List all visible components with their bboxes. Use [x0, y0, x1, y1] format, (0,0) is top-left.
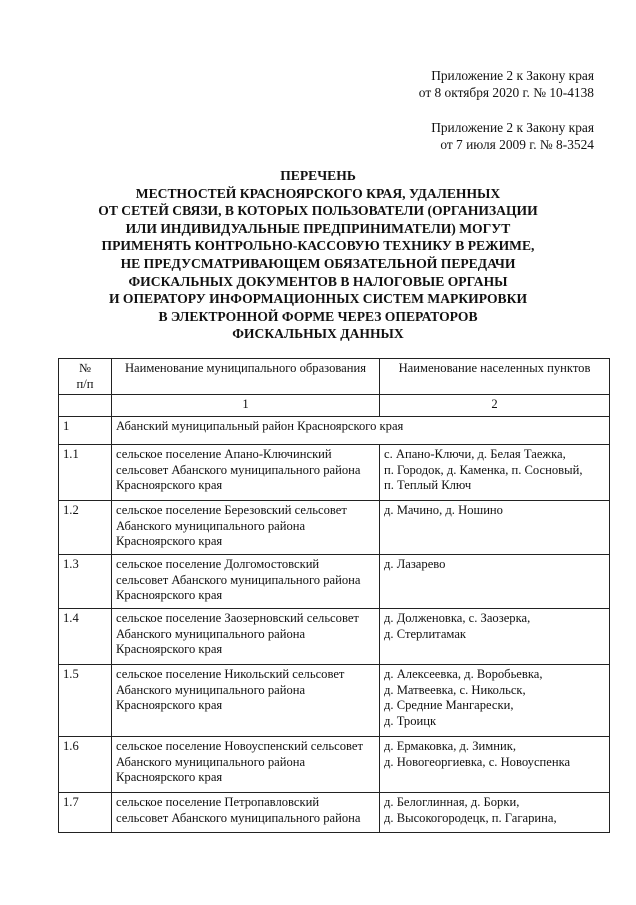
- municipality-line: сельское поселение Никольский сельсовет: [116, 667, 345, 681]
- municipality-line: Красноярского края: [116, 534, 223, 548]
- row-number: 1.2: [59, 501, 112, 555]
- title-line: НЕ ПРЕДУСМАТРИВАЮЩЕМ ОБЯЗАТЕЛЬНОЙ ПЕРЕДАЧИ: [120, 255, 516, 271]
- municipality-line: Красноярского края: [116, 478, 223, 492]
- municipality-line: Красноярского края: [116, 698, 223, 712]
- municipality-line: сельское поселение Апано-Ключинский: [116, 447, 332, 461]
- localities-table: [58, 358, 610, 833]
- municipality-line: Абанского муниципального района: [116, 682, 306, 697]
- header-municipality: Наименование муниципального образования: [112, 359, 380, 395]
- title-line: ПЕРЕЧЕНЬ: [280, 168, 356, 183]
- document-title: [40, 167, 596, 343]
- municipality-line: сельское поселение Заозерновский сельсовет: [116, 611, 359, 625]
- municipality-cell: [112, 555, 380, 609]
- header-settlements: Наименование населенных пунктов: [380, 359, 610, 395]
- settlements-line: д. Белоглинная, д. Борки,: [384, 795, 520, 809]
- settlements-line: д. Матвеевка, с. Никольск,: [384, 682, 526, 697]
- settlements-line: д. Средние Мангарески,: [384, 698, 514, 712]
- row-number: 1.1: [59, 445, 112, 501]
- municipality-line: сельское поселение Новоуспенский сельсовет: [116, 739, 363, 753]
- municipality-line: сельсовет Абанского муниципального района: [116, 810, 361, 825]
- settlements-line: п. Городок, д. Каменка, п. Сосновый,: [384, 462, 583, 477]
- row-number: 1.5: [59, 665, 112, 737]
- municipality-line: Абанского муниципального района: [116, 754, 306, 769]
- municipality-line: Красноярского края: [116, 642, 223, 656]
- settlements-cell: [380, 445, 610, 501]
- table-header-row: [59, 359, 610, 395]
- municipality-line: сельсовет Абанского муниципального района: [116, 462, 361, 477]
- table-row: [59, 609, 610, 665]
- title-line: В ЭЛЕКТРОННОЙ ФОРМЕ ЧЕРЕЗ ОПЕРАТОРОВ: [158, 308, 478, 324]
- municipality-cell: [112, 501, 380, 555]
- settlements-line: д. Ермаковка, д. Зимник,: [384, 739, 516, 753]
- settlements-cell: [380, 737, 610, 793]
- municipality-cell: [112, 793, 380, 833]
- table-body: [59, 445, 610, 833]
- district-row: [59, 417, 610, 445]
- appendix-law-ref: от 8 октября 2020 г. № 10-4138: [418, 85, 594, 100]
- title-line: ИЛИ ИНДИВИДУАЛЬНЫЕ ПРЕДПРИНИМАТЕЛИ) МОГУТ: [125, 220, 511, 236]
- municipality-line: сельское поселение Петропавловский: [116, 795, 320, 809]
- table-row: [59, 737, 610, 793]
- appendix-title: Приложение 2 к Закону края: [431, 120, 594, 135]
- district-name: Абанский муниципальный район Красноярского края: [112, 417, 610, 445]
- settlements-cell: [380, 665, 610, 737]
- column-number-cell: 1: [112, 395, 380, 417]
- municipality-cell: [112, 445, 380, 501]
- municipality-cell: [112, 609, 380, 665]
- table-row: [59, 665, 610, 737]
- appendix-law-ref: от 7 июля 2009 г. № 8-3524: [440, 137, 594, 152]
- settlements-cell: [380, 793, 610, 833]
- settlements-line: п. Теплый Ключ: [384, 478, 472, 492]
- settlements-line: д. Троицк: [384, 713, 437, 728]
- title-line: МЕСТНОСТЕЙ КРАСНОЯРСКОГО КРАЯ, УДАЛЕННЫХ: [135, 185, 501, 201]
- title-line: И ОПЕРАТОРУ ИНФОРМАЦИОННЫХ СИСТЕМ МАРКИРОВКИ: [108, 291, 528, 307]
- municipality-cell: [112, 737, 380, 793]
- appendix-note-current: [419, 67, 594, 101]
- column-number-row: [59, 395, 610, 417]
- municipality-line: Абанского муниципального района: [116, 518, 306, 533]
- settlements-line: д. Высокогородецк, п. Гагарина,: [384, 810, 557, 825]
- title-line: ФИСКАЛЬНЫХ ДОКУМЕНТОВ В НАЛОГОВЫЕ ОРГАНЫ: [128, 273, 508, 289]
- row-number: 1: [59, 417, 112, 445]
- header-number-abbr: п/п: [76, 376, 94, 391]
- municipality-line: сельсовет Абанского муниципального района: [116, 572, 361, 587]
- settlements-cell: [380, 609, 610, 665]
- row-number: 1.3: [59, 555, 112, 609]
- row-number: 1.6: [59, 737, 112, 793]
- title-line: ОТ СЕТЕЙ СВЯЗИ, В КОТОРЫХ ПОЛЬЗОВАТЕЛИ (ОРГАНИЗАЦИИ: [98, 203, 538, 219]
- settlements-line: с. Апано-Ключи, д. Белая Таежка,: [384, 447, 566, 461]
- header-number: [59, 359, 112, 395]
- appendix-title: Приложение 2 к Закону края: [431, 68, 594, 83]
- settlements-cell: [380, 555, 610, 609]
- settlements-line: д. Стерлитамак: [384, 626, 467, 641]
- municipality-line: сельское поселение Березовский сельсовет: [116, 503, 347, 517]
- municipality-line: сельское поселение Долгомостовский: [116, 557, 320, 571]
- settlements-line: д. Мачино, д. Ношино: [384, 503, 503, 517]
- municipality-cell: [112, 665, 380, 737]
- table-row: [59, 445, 610, 501]
- settlements-line: д. Алексеевка, д. Воробьевка,: [384, 667, 543, 681]
- appendix-note-original: [431, 119, 594, 153]
- municipality-line: Абанского муниципального района: [116, 626, 306, 641]
- settlements-line: д. Лазарево: [384, 557, 446, 571]
- settlements-line: д. Долженовка, с. Заозерка,: [384, 611, 531, 625]
- title-line: ФИСКАЛЬНЫХ ДАННЫХ: [232, 326, 404, 342]
- table-row: [59, 793, 610, 833]
- row-number: 1.4: [59, 609, 112, 665]
- row-number: 1.7: [59, 793, 112, 833]
- municipality-line: Красноярского края: [116, 588, 223, 602]
- settlements-line: д. Новогеоргиевка, с. Новоуспенка: [384, 754, 571, 769]
- municipality-line: Красноярского края: [116, 770, 223, 784]
- settlements-cell: [380, 501, 610, 555]
- table-row: [59, 501, 610, 555]
- table-row: [59, 555, 610, 609]
- header-number-sign: №: [78, 361, 92, 375]
- column-number-cell: [59, 395, 112, 417]
- column-number-cell: 2: [380, 395, 610, 417]
- title-line: ПРИМЕНЯТЬ КОНТРОЛЬНО-КАССОВУЮ ТЕХНИКУ В РЕЖИМЕ,: [101, 238, 535, 254]
